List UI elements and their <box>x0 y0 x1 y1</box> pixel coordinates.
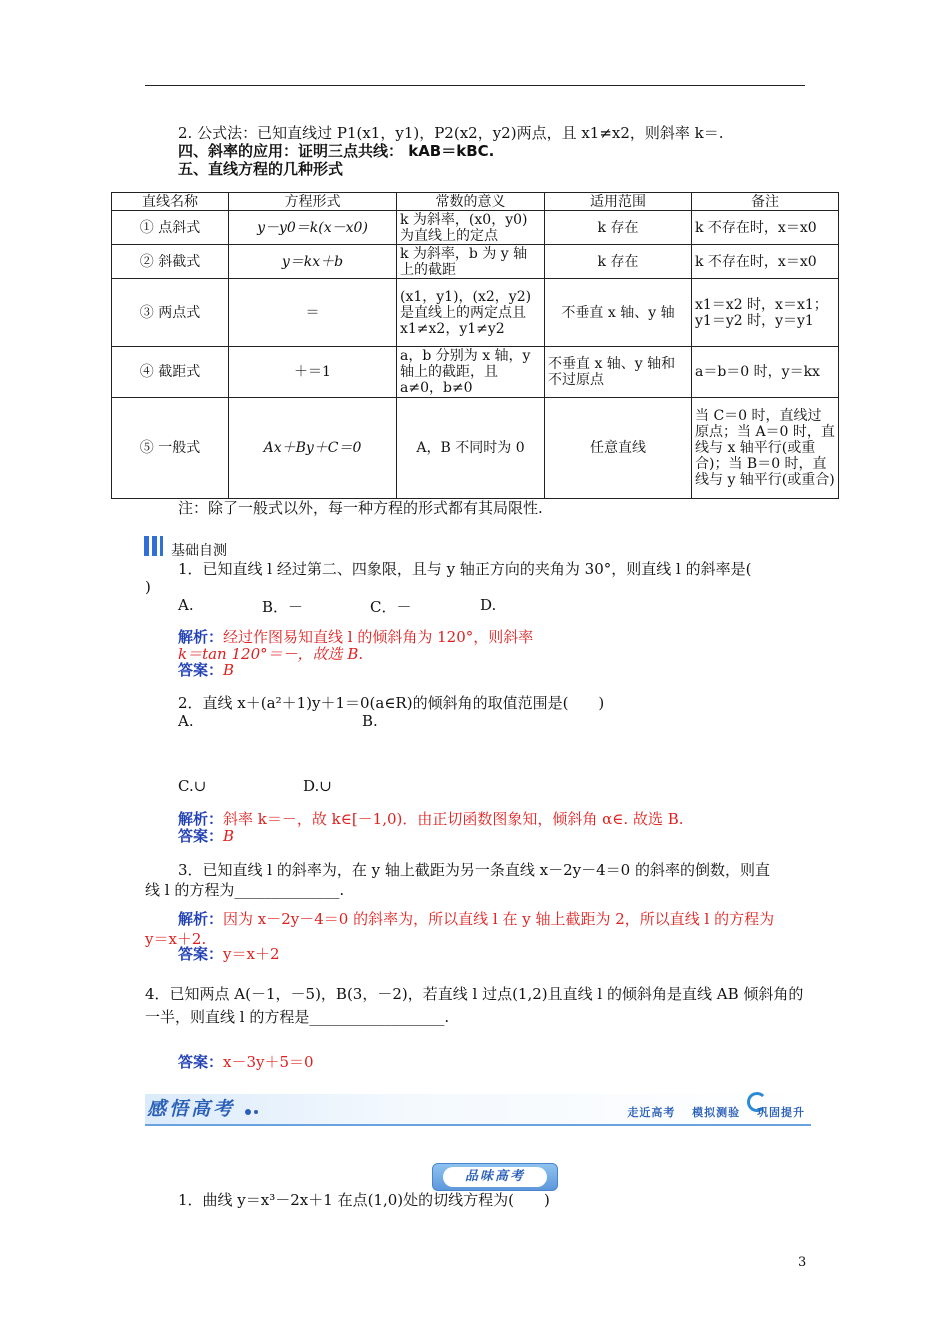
formula-line: 2. 公式法：已知直线过 P1(x1，y1)，P2(x2，y2)两点，且 x1≠x2，则斜率 k＝. <box>178 124 724 142</box>
form-meaning: (x1，y1)，(x2，y2)是直线上的两定点且 x1≠x2，y1≠y2 <box>397 279 545 347</box>
form-meaning: k 为斜率，(x0，y0)为直线上的定点 <box>397 211 545 245</box>
q3-stem: 3．已知直线 l 的斜率为，在 y 轴上截距为另一条直线 x－2y－4＝0 的斜率的倒数，则直 <box>178 861 770 879</box>
form-note: a＝b＝0 时，y＝kx <box>692 347 839 398</box>
form-range: 不垂直 x 轴、y 轴 <box>545 279 692 347</box>
q2-option-c: C.∪ <box>178 777 207 795</box>
q2-stem: 2．直线 x＋(a²＋1)y＋1＝0(a∈R)的倾斜角的取值范围是( ) <box>178 694 605 712</box>
form-name: ④ 截距式 <box>112 347 229 398</box>
form-equation: y－y0＝k(x－x0) <box>229 211 397 245</box>
q1-option-d: D. <box>480 596 497 614</box>
q1-analysis <box>178 628 533 646</box>
q2-analysis-text: 斜率 k＝－，故 k∈[－1,0)．由正切函数图象知，倾斜角 α∈. 故选 B. <box>223 810 684 828</box>
table-row <box>112 398 839 499</box>
table-header: 备注 <box>692 193 839 211</box>
table-header: 常数的意义 <box>397 193 545 211</box>
q1-analysis-cont: k＝tan 120°＝－，故选 B. <box>178 645 364 663</box>
form-note: k 不存在时，x＝x0 <box>692 245 839 279</box>
q2-option-b: B. <box>362 712 378 730</box>
banner-dots-icon <box>245 1109 265 1117</box>
table-header: 适用范围 <box>545 193 692 211</box>
form-note: k 不存在时，x＝x0 <box>692 211 839 245</box>
q3-stem-cont: 线 l 的方程为______________. <box>145 881 345 899</box>
table-header-row <box>112 193 839 211</box>
q2-option-a: A. <box>178 712 194 730</box>
q3-analysis-text: 因为 x－2y－4＝0 的斜率为，所以直线 l 在 y 轴上截距为 2，所以直线 l 的方程为 <box>223 910 775 928</box>
form-equation: ＋＝1 <box>229 347 397 398</box>
table-row <box>112 347 839 398</box>
analysis-label: 解析： <box>178 810 224 828</box>
form-equation: ＝ <box>229 279 397 347</box>
form-range: 任意直线 <box>545 398 692 499</box>
analysis-label: 解析： <box>178 910 224 928</box>
form-range: k 存在 <box>545 245 692 279</box>
q1-answer <box>178 661 234 679</box>
form-name: ② 斜截式 <box>112 245 229 279</box>
gaokao-banner <box>145 1094 811 1126</box>
q3-answer <box>178 945 280 963</box>
form-meaning: A，B 不同时为 0 <box>397 398 545 499</box>
form-meaning: k 为斜率，b 为 y 轴上的截距 <box>397 245 545 279</box>
form-name: ③ 两点式 <box>112 279 229 347</box>
section-bars-icon <box>144 536 170 556</box>
table-header: 方程形式 <box>229 193 397 211</box>
table-row <box>112 211 839 245</box>
q2-answer <box>178 827 234 845</box>
q1-option-c: C．－ <box>370 598 412 616</box>
pinwei-gaokao-tag <box>432 1163 558 1191</box>
analysis-label: 解析： <box>178 628 224 646</box>
q3-analysis <box>178 910 774 928</box>
form-note: x1＝x2 时，x＝x1；y1＝y2 时，y＝y1 <box>692 279 839 347</box>
line-equation-forms-table <box>111 192 839 499</box>
q3-answer-text: y＝x＋2 <box>223 945 280 963</box>
q1-option-a: A. <box>178 596 194 614</box>
section-5-heading: 五、直线方程的几种形式 <box>178 160 344 178</box>
table-footnote: 注：除了一般式以外，每一种方程的形式都有其局限性. <box>178 499 543 517</box>
answer-label: 答案： <box>178 827 224 845</box>
banner-subtitle: 走近高考 模拟测验 巩固提升 <box>627 1106 805 1119</box>
form-name: ① 点斜式 <box>112 211 229 245</box>
q1-stem-end: ) <box>145 578 151 596</box>
section-4-heading: 四、斜率的应用：证明三点共线： kAB＝kBC. <box>178 142 495 160</box>
q1-answer-text: B <box>223 661 235 679</box>
q4-stem: 4．已知两点 A(－1，－5)，B(3，－2)，若直线 l 过点(1,2)且直线 l 的倾斜角是直线 AB 倾斜角的 <box>145 985 804 1003</box>
form-meaning: a，b 分别为 x 轴，y 轴上的截距，且 a≠0，b≠0 <box>397 347 545 398</box>
q4-answer <box>178 1053 314 1071</box>
form-equation: y＝kx＋b <box>229 245 397 279</box>
table-header: 直线名称 <box>112 193 229 211</box>
form-range: 不垂直 x 轴、y 轴和不过原点 <box>545 347 692 398</box>
q4-answer-text: x－3y＋5＝0 <box>223 1053 314 1071</box>
q2-option-d: D.∪ <box>303 777 332 795</box>
q1-option-b: B．－ <box>262 598 304 616</box>
form-note: 当 C＝0 时，直线过原点；当 A＝0 时，直线与 x 轴平行(或重合)；当 B＝0 时，直线与 y 轴平行(或重合) <box>692 398 839 499</box>
header-rule <box>145 85 805 86</box>
answer-label: 答案： <box>178 1053 224 1071</box>
q1-analysis-text: 经过作图易知直线 l 的倾斜角为 120°，则斜率 <box>223 628 534 646</box>
banner-title: 感悟高考 <box>147 1098 236 1120</box>
page-number: 3 <box>798 1255 807 1270</box>
form-name: ⑤ 一般式 <box>112 398 229 499</box>
answer-label: 答案： <box>178 945 224 963</box>
form-equation: Ax＋By＋C＝0 <box>229 398 397 499</box>
self-test-heading: 基础自测 <box>171 543 227 559</box>
q1-stem: 1．已知直线 l 经过第二、四象限，且与 y 轴正方向的夹角为 30°，则直线 l 的斜率是( <box>178 560 752 578</box>
answer-label: 答案： <box>178 661 224 679</box>
table-row <box>112 279 839 347</box>
q4-stem-cont: 一半，则直线 l 的方程是__________________. <box>145 1008 450 1026</box>
table-row <box>112 245 839 279</box>
q2-answer-text: B <box>223 827 235 845</box>
q3-analysis-cont: y＝x＋2. <box>145 930 207 948</box>
form-range: k 存在 <box>545 211 692 245</box>
tag-label: 品味高考 <box>443 1167 547 1187</box>
gaokao-q1: 1．曲线 y＝x³－2x＋1 在点(1,0)处的切线方程为( ) <box>178 1191 550 1209</box>
q2-analysis <box>178 810 684 828</box>
